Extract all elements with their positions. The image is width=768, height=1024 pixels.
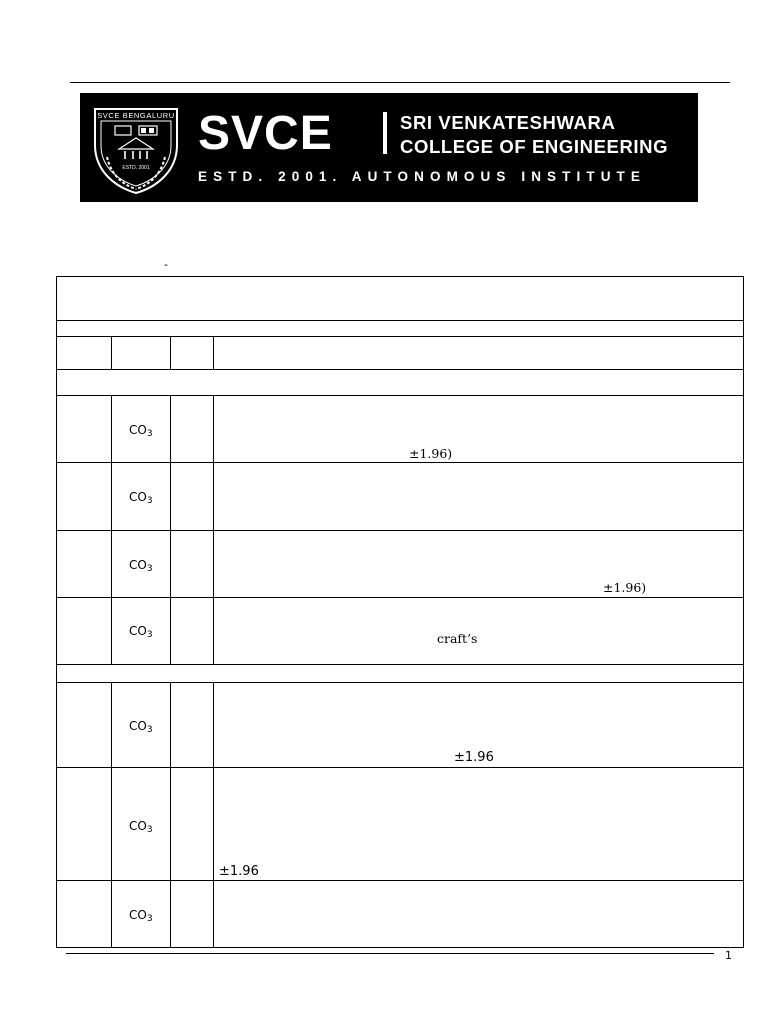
college-name-line-1: SRI VENKATESHWARA — [400, 112, 616, 133]
co-cell: $CO_3$ — [129, 423, 153, 439]
co-cell: $CO_3$ — [129, 558, 153, 574]
question-fragment: ±1.96 — [454, 750, 494, 765]
co-cell: $CO_3$ — [129, 490, 153, 506]
row-line — [56, 947, 744, 948]
co-cell: $CO_3$ — [129, 719, 153, 735]
col-sep — [111, 682, 112, 948]
top-rule — [70, 82, 730, 83]
table-border-right — [743, 276, 744, 948]
crest-caption: SVCE BENGALURU — [97, 111, 175, 120]
col-sep — [213, 682, 214, 948]
row-line — [56, 530, 744, 531]
row-line — [56, 276, 744, 277]
college-name-line-2: COLLEGE OF ENGINEERING — [400, 136, 669, 157]
row-line — [56, 664, 744, 665]
question-fragment: ±1.96) — [409, 446, 453, 461]
col-sep — [213, 336, 214, 369]
col-sep — [111, 336, 112, 369]
row-line — [56, 767, 744, 768]
co-cell: $CO_3$ — [129, 819, 153, 835]
tagline: ESTD. 2001. AUTONOMOUS INSTITUTE — [198, 169, 646, 184]
question-fragment: craft’s — [437, 631, 478, 646]
row-line — [56, 880, 744, 881]
question-fragment: ±1.96 — [219, 864, 259, 879]
crest-estd: ESTD. 2001 — [122, 165, 150, 171]
row-line — [56, 320, 744, 321]
brand-name: SVCE — [198, 107, 333, 160]
footer-rule — [66, 953, 714, 954]
row-line — [56, 597, 744, 598]
stray-mark: - — [164, 258, 168, 271]
col-sep — [170, 682, 171, 948]
college-crest-logo — [89, 105, 183, 195]
row-line — [56, 369, 744, 370]
co-cell: $CO_3$ — [129, 624, 153, 640]
col-sep — [170, 336, 171, 369]
question-fragment: ±1.96) — [603, 580, 647, 595]
row-line — [56, 682, 744, 683]
brand-divider — [383, 112, 387, 154]
row-line — [56, 462, 744, 463]
row-line — [56, 395, 744, 396]
row-line — [56, 336, 744, 337]
header-banner — [80, 93, 698, 202]
co-cell: $CO_3$ — [129, 908, 153, 924]
table-border-left — [56, 276, 57, 948]
page-number: 1 — [725, 949, 732, 962]
